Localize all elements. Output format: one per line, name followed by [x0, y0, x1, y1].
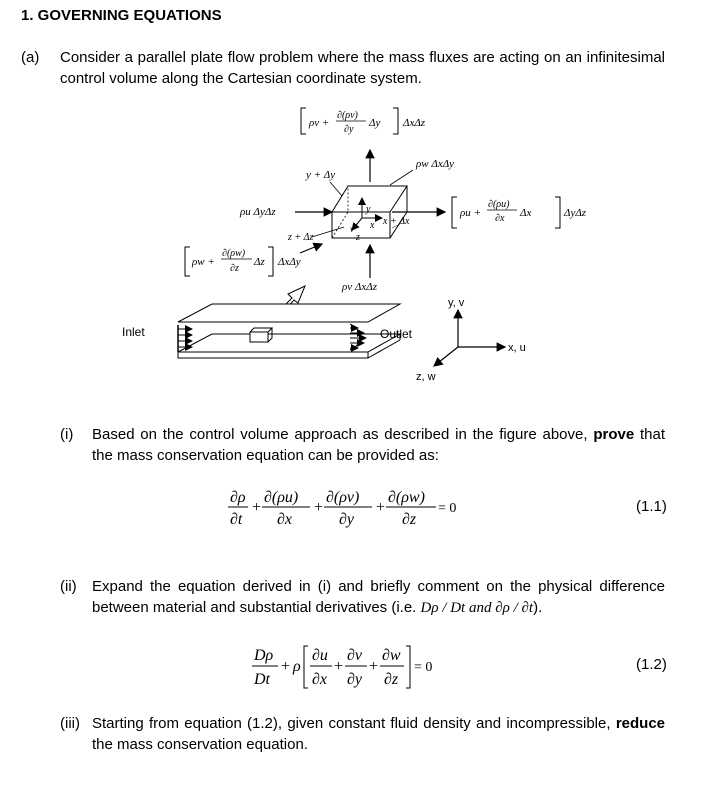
svg-text:x + Δx: x + Δx [383, 216, 410, 227]
svg-text:∂(ρu): ∂(ρu) [488, 199, 510, 210]
svg-text:z: z [356, 232, 360, 243]
svg-text:v: v [350, 224, 354, 234]
svg-text:∂x: ∂x [277, 511, 293, 528]
svg-text:y, v: y, v [448, 297, 465, 309]
svg-text:∂(ρv): ∂(ρv) [337, 110, 358, 121]
svg-text:∂(ρw): ∂(ρw) [222, 248, 246, 259]
svg-text:∂t: ∂t [230, 511, 243, 528]
svg-text:∂u: ∂u [312, 647, 328, 664]
svg-text:z + Δz: z + Δz [288, 232, 314, 243]
svg-text:Δy: Δy [369, 117, 381, 129]
q2-math: Dρ / Dt and ∂ρ / ∂t [420, 600, 534, 616]
svg-text:x: x [370, 220, 375, 231]
svg-text:y + Δy: y + Δy [306, 169, 336, 181]
svg-text:ΔxΔy: ΔxΔy [278, 256, 301, 268]
control-volume-figure [100, 100, 620, 390]
svg-text:∂(ρw): ∂(ρw) [388, 489, 425, 506]
svg-text:∂y: ∂y [339, 511, 355, 528]
svg-text:Outlet: Outlet [380, 327, 413, 341]
section-title: 1. GOVERNING EQUATIONS [21, 7, 222, 24]
eq-number-1-2: (1.2) [636, 656, 667, 673]
svg-text:Δz: Δz [254, 256, 265, 268]
svg-text:+: + [281, 658, 291, 675]
svg-text:∂(ρv): ∂(ρv) [326, 489, 360, 506]
svg-text:Dρ: Dρ [254, 647, 274, 664]
equation-1-2 [248, 640, 438, 692]
svg-text:∂x: ∂x [312, 671, 328, 688]
q2-number: (ii) [60, 578, 77, 595]
part-a-text: Consider a parallel plate flow problem where the mass fluxes are acting on an infinitesimal control volume along the Cartesian coordinate system. [60, 49, 665, 87]
svg-text:ρu +: ρu + [460, 207, 481, 219]
svg-text:∂(ρu): ∂(ρu) [264, 489, 299, 506]
part-a-label: (a) [21, 49, 40, 66]
svg-text:+: + [369, 658, 379, 675]
svg-text:ΔxΔz: ΔxΔz [403, 117, 426, 129]
svg-text:ρ: ρ [293, 658, 301, 675]
q2-text: Expand the equation derived in (i) and briefly comment on the physical difference between material and substantial derivatives (i.e. Dρ / Dt and ∂ρ / ∂t). [92, 578, 665, 616]
q3-text: Starting from equation (1.2), given constant fluid density and incompressible, reduce the mass conservation equation. [92, 715, 666, 753]
svg-text:∂z: ∂z [402, 511, 417, 528]
svg-text:= 0: = 0 [438, 501, 457, 516]
q3-bold: reduce [615, 715, 666, 732]
svg-text:+: + [314, 499, 324, 516]
svg-text:ρu ΔyΔz: ρu ΔyΔz [240, 206, 276, 218]
equation-1-1 [220, 480, 460, 530]
svg-text:z, w: z, w [416, 371, 436, 383]
svg-text:∂y: ∂y [344, 124, 354, 135]
q1-number: (i) [60, 426, 74, 443]
svg-text:∂v: ∂v [347, 647, 363, 664]
eq-number-1-1: (1.1) [636, 498, 667, 515]
svg-text:∂w: ∂w [382, 647, 401, 664]
svg-text:∂z: ∂z [384, 671, 399, 688]
svg-text:Δx: Δx [520, 207, 532, 219]
svg-text:y: y [366, 204, 371, 215]
q1-text: Based on the control volume approach as described in the figure above, prove that the mass conservation equation can be provided as: [92, 426, 665, 464]
svg-text:∂y: ∂y [347, 671, 363, 688]
svg-text:ρw ΔxΔy: ρw ΔxΔy [416, 158, 455, 170]
svg-text:= 0: = 0 [414, 660, 433, 675]
svg-text:Inlet: Inlet [122, 325, 145, 339]
svg-text:x, u: x, u [508, 342, 526, 354]
svg-text:Dt: Dt [254, 671, 270, 688]
svg-text:ρw +: ρw + [192, 256, 215, 268]
svg-text:ρv ΔxΔz: ρv ΔxΔz [342, 281, 377, 293]
svg-text:+: + [252, 499, 262, 516]
q3-number: (iii) [60, 715, 80, 732]
svg-text:+: + [376, 499, 386, 516]
svg-text:+: + [334, 658, 344, 675]
svg-text:∂z: ∂z [230, 263, 239, 274]
svg-text:∂x: ∂x [495, 213, 505, 224]
svg-text:ΔyΔz: ΔyΔz [564, 207, 587, 219]
svg-text:∂ρ: ∂ρ [230, 489, 246, 506]
q1-bold: prove [593, 426, 635, 443]
svg-text:ρv +: ρv + [309, 117, 330, 129]
